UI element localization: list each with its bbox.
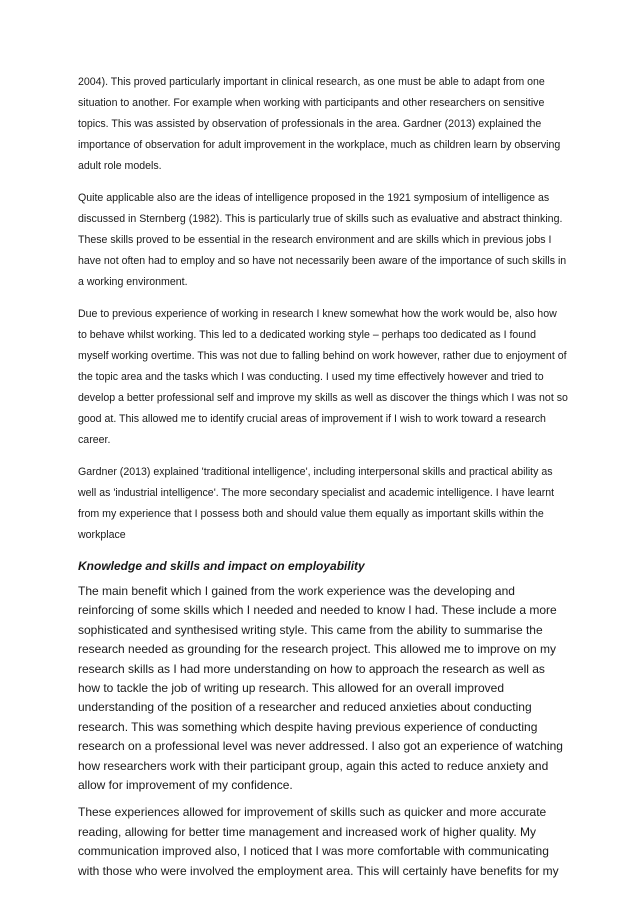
paragraph-skills-improvement: These experiences allowed for improvement of skills such as quicker and more accurate reading, allowing for better time management and increased work of higher quality. My communication improved also, I noticed that I was more comfortable with communicating with those who were involved the employment area. This will certainly have benefits for my [78, 805, 559, 878]
paragraph-observation: 2004). This proved particularly important in clinical research, as one must be able to adapt from one situation to another. For example when working with participants and other researchers on sensitive topics. This was assisted by observation of professionals in the area. Gardner (2013) explained the importance of observation for adult improvement in the workplace, much as children learn by observing adult role models. [78, 76, 561, 172]
document-page [78, 72, 568, 889]
paragraph-traditional-intelligence: Gardner (2013) explained 'traditional intelligence', including interpersonal skills and practical ability as well as 'industrial intelligence'. The more secondary specialist and academic intelligence. I have learnt from my experience that I possess both and should value them equally as important skills within the workplace [78, 466, 555, 541]
paragraph-working-style: Due to previous experience of working in research I knew somewhat how the work would be, also how to behave whilst working. This led to a dedicated working style – perhaps too dedicated as I found myself working overtime. This was not due to falling behind on work however, rather due to enjoyment of the topic area and the tasks which I was conducting. I used my time effectively however and tried to develop a better professional self and improve my skills as well as discover the things which I was not so good at. This allowed me to identify crucial areas of improvement if I wish to work toward a research career. [78, 308, 568, 446]
paragraph-main-benefit: The main benefit which I gained from the work experience was the developing and reinforcing of some skills which I needed and needed to know I had. These include a more sophisticated and synthesised writing style. This came from the ability to summarise the research needed as grounding for the research project. This allowed me to improve on my research skills as I had more understanding on how to approach the research as well as how to tackle the job of writing up research. This allowed for an overall improved understanding of the position of a researcher and reduced anxieties about conducting research. This was something which despite having previous experience of conducting research on a professional level was never addressed. I also got an experience of watching how researchers work with their participant group, again this acted to reduce anxiety and allow for improvement of my confidence. [78, 584, 563, 793]
paragraph-intelligence-symposium: Quite applicable also are the ideas of intelligence proposed in the 1921 symposium of intelligence as discussed in Sternberg (1982). This is particularly true of skills such as evaluative and abstract thinking. These skills proved to be essential in the research environment and are skills which in previous jobs I have not often had to employ and so have not necessarily been aware of the importance of such skills in a working environment. [78, 192, 567, 288]
section-heading: Knowledge and skills and impact on employability [78, 559, 365, 573]
